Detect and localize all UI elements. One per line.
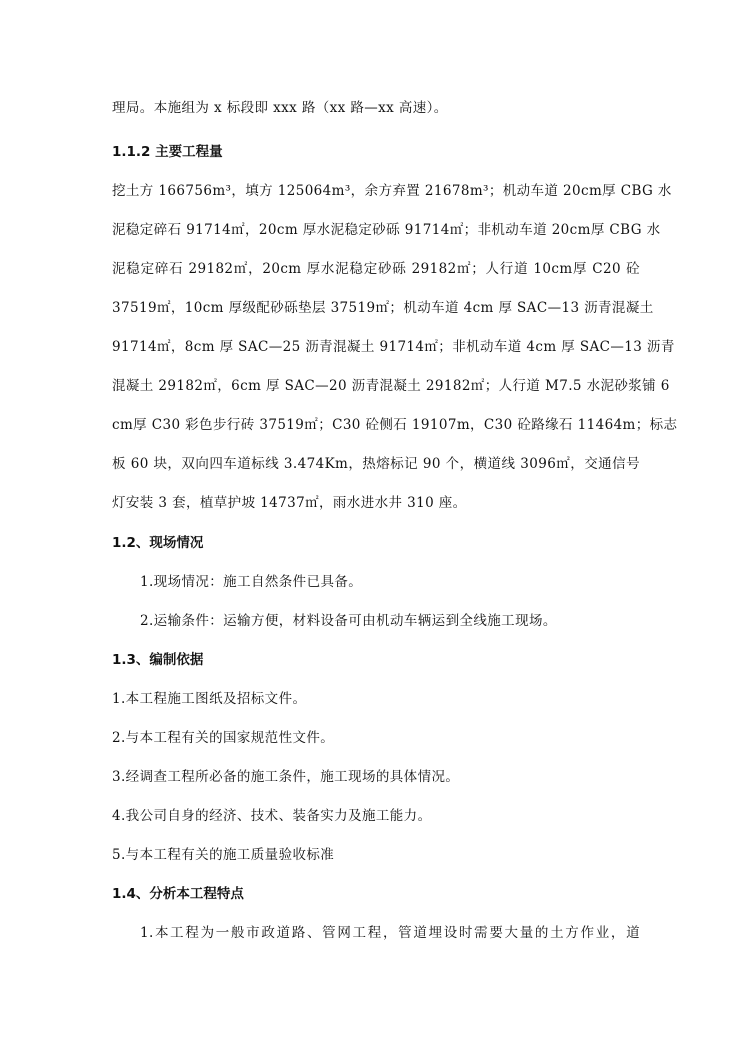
site-condition-item-1: 1.现场情况：施工自然条件已具备。 (140, 574, 363, 590)
basis-item-3: 3.经调查工程所必备的施工条件，施工现场的具体情况。 (112, 769, 460, 785)
quantities-line-7: cm厚 C30 彩色步行砖 37519㎡；C30 砼侧石 19107m，C30 砼路缘石 11464m；标志 (112, 417, 678, 433)
intro-tail-text: 理局。本施组为 x 标段即 xxx 路（xx 路—xx 高速）。 (112, 100, 448, 116)
quantities-line-8: 板 60 块，双向四车道标线 3.474Km，热熔标记 90 个，横道线 3096㎡，交通信号 (112, 456, 640, 472)
heading-1-2: 1.2、现场情况 (112, 535, 204, 551)
site-condition-item-2: 2.运输条件：运输方便，材料设备可由机动车辆运到全线施工现场。 (140, 613, 557, 629)
quantities-line-1: 挖土方 166756m³，填方 125064m³，余方弃置 21678m³；机动车道 20cm厚 CBG 水 (112, 183, 672, 199)
heading-1-3: 1.3、编制依据 (112, 652, 204, 668)
quantities-line-5: 91714㎡，8cm 厚 SAC—25 沥青混凝土 91714㎡；非机动车道 4cm 厚 SAC—13 沥青 (112, 339, 675, 355)
heading-1-1-2: 1.1.2 主要工程量 (112, 144, 223, 160)
quantities-line-6: 混凝土 29182㎡，6cm 厚 SAC—20 沥青混凝土 29182㎡；人行道 M7.5 水泥砂浆铺 6 (112, 378, 670, 394)
features-item-1: 1.本工程为一般市政道路、管网工程，管道埋设时需要大量的土方作业，道 (140, 925, 640, 941)
quantities-line-2: 泥稳定碎石 91714㎡，20cm 厚水泥稳定砂砾 91714㎡；非机动车道 20cm厚 CBG 水 (112, 222, 661, 238)
heading-1-4: 1.4、分析本工程特点 (112, 886, 244, 902)
basis-item-5: 5.与本工程有关的施工质量验收标准 (112, 847, 335, 863)
basis-item-2: 2.与本工程有关的国家规范性文件。 (112, 730, 335, 746)
basis-item-4: 4.我公司自身的经济、技术、装备实力及施工能力。 (112, 808, 432, 824)
quantities-line-4: 37519㎡，10cm 厚级配砂砾垫层 37519㎡；机动车道 4cm 厚 SAC—13 沥青混凝土 (112, 300, 654, 316)
basis-item-1: 1.本工程施工图纸及招标文件。 (112, 691, 307, 707)
quantities-line-9: 灯安装 3 套，植草护坡 14737㎡，雨水进水井 310 座。 (112, 495, 467, 511)
quantities-line-3: 泥稳定碎石 29182㎡，20cm 厚水泥稳定砂砾 29182㎡；人行道 10cm厚 C20 砼 (112, 261, 640, 277)
